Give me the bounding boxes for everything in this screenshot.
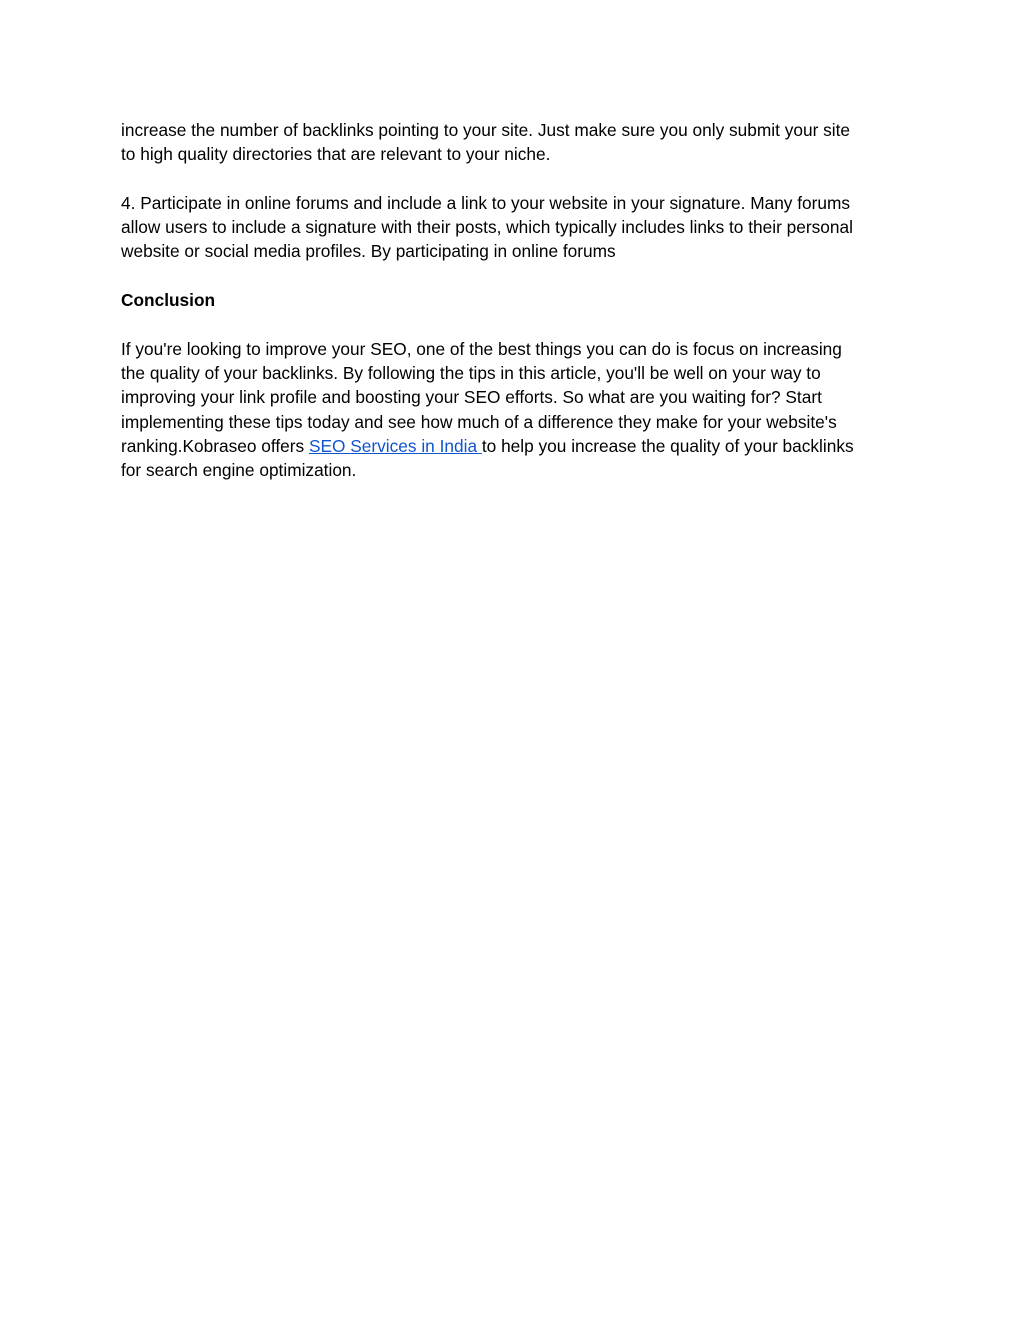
text-line: website or social media profiles. By participating in online forums [121, 241, 616, 262]
text-line: increase the number of backlinks pointing to your site. Just make sure you only submit your site [121, 120, 851, 140]
text-line: for search engine optimization. [121, 460, 357, 481]
paragraph-conclusion [121, 337, 911, 483]
text-line: the quality of your backlinks. By following the tips in this article, you'll be well on your way to [121, 362, 821, 383]
text-line: improving your link profile and boosting your SEO efforts. So what are you waiting for? Start [121, 387, 822, 408]
paragraph-directories [121, 118, 911, 167]
text-line-with-link [121, 434, 911, 458]
text-line: to high quality directories that are relevant to your niche. [121, 144, 551, 165]
text-segment: ranking.Kobraseo offers [121, 435, 309, 456]
text-segment: to help you increase the quality of your backlinks [481, 435, 854, 456]
seo-services-link[interactable]: SEO Services in India [308, 435, 482, 456]
paragraph-forums [121, 191, 911, 264]
text-line: implementing these tips today and see how much of a difference they make for your website's [121, 411, 837, 432]
paragraph-gap [121, 312, 911, 336]
text-line: If you're looking to improve your SEO, one of the best things you can do is focus on increasing [121, 338, 842, 359]
paragraph-gap [121, 264, 911, 288]
document-page [121, 118, 911, 482]
text-line: 4. Participate in online forums and include a link to your website in your signature. Many forums [121, 192, 851, 213]
text-line: allow users to include a signature with their posts, which typically includes links to their personal [121, 217, 853, 238]
paragraph-gap [121, 167, 911, 191]
section-heading: Conclusion [121, 290, 216, 311]
